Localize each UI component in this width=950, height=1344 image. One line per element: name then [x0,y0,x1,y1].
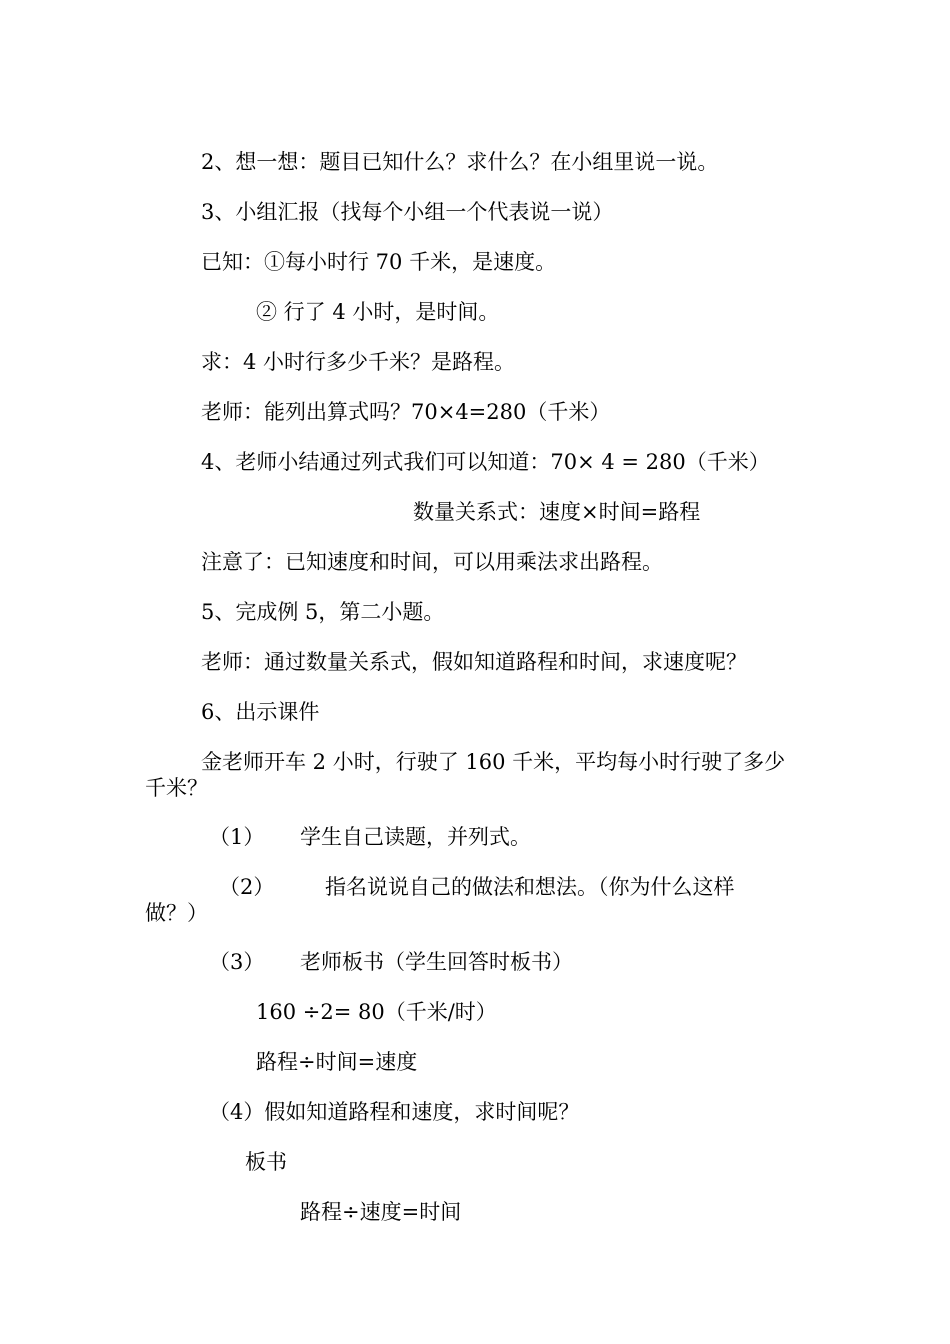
item-4-text: （4）假如知道路程和速度，求时间呢？ [209,1100,580,1124]
time-relation: 路程÷速度=时间 [300,1200,462,1224]
teacher-question: 老师：通过数量关系式，假如知道路程和时间，求速度呢？ [201,650,747,674]
step-5-text: 5、完成例 5，第二小题。 [201,600,445,624]
problem-text-line-1: 金老师开车 2 小时，行驶了 160 千米，平均每小时行驶了多少 [201,750,786,774]
attention-note: 注意了：已知速度和时间，可以用乘法求出路程。 [201,550,663,574]
step-6-text: 6、出示课件 [201,700,320,724]
step-4-summary: 4、老师小结通过列式我们可以知道：70× 4 = 280（千米） [201,450,770,474]
item-3-number: （3） [209,950,265,974]
teacher-formula-text: 老师：能列出算式吗？70×4=280（千米） [201,400,611,424]
item-1-number: （1） [209,825,265,849]
speed-relation: 路程÷时间=速度 [256,1050,418,1074]
item-2-text: 指名说说自己的做法和想法。（你为什么这样 [325,875,735,899]
step-2-text: 2、想一想：题目已知什么？求什么？在小组里说一说。 [201,150,719,174]
problem-text-line-2: 千米？ [145,776,208,800]
item-1-text: 学生自己读题，并列式。 [300,825,531,849]
item-2-number: （2） [219,875,275,899]
item-3-text: 老师板书（学生回答时板书） [300,950,573,974]
board-formula-speed: 160 ÷2= 80（千米/时） [256,1000,497,1024]
known-condition-2: ② 行了 4 小时，是时间。 [256,300,500,324]
step-3-text: 3、小组汇报（找每个小组一个代表说一说） [201,200,614,224]
known-condition-1: 已知：①每小时行 70 千米，是速度。 [201,250,557,274]
quantity-relation: 数量关系式：速度×时间=路程 [413,500,701,524]
question-text: 求：4 小时行多少千米？是路程。 [201,350,516,374]
board-label: 板书 [245,1150,287,1174]
item-2-text-cont: 做？） [145,901,208,925]
